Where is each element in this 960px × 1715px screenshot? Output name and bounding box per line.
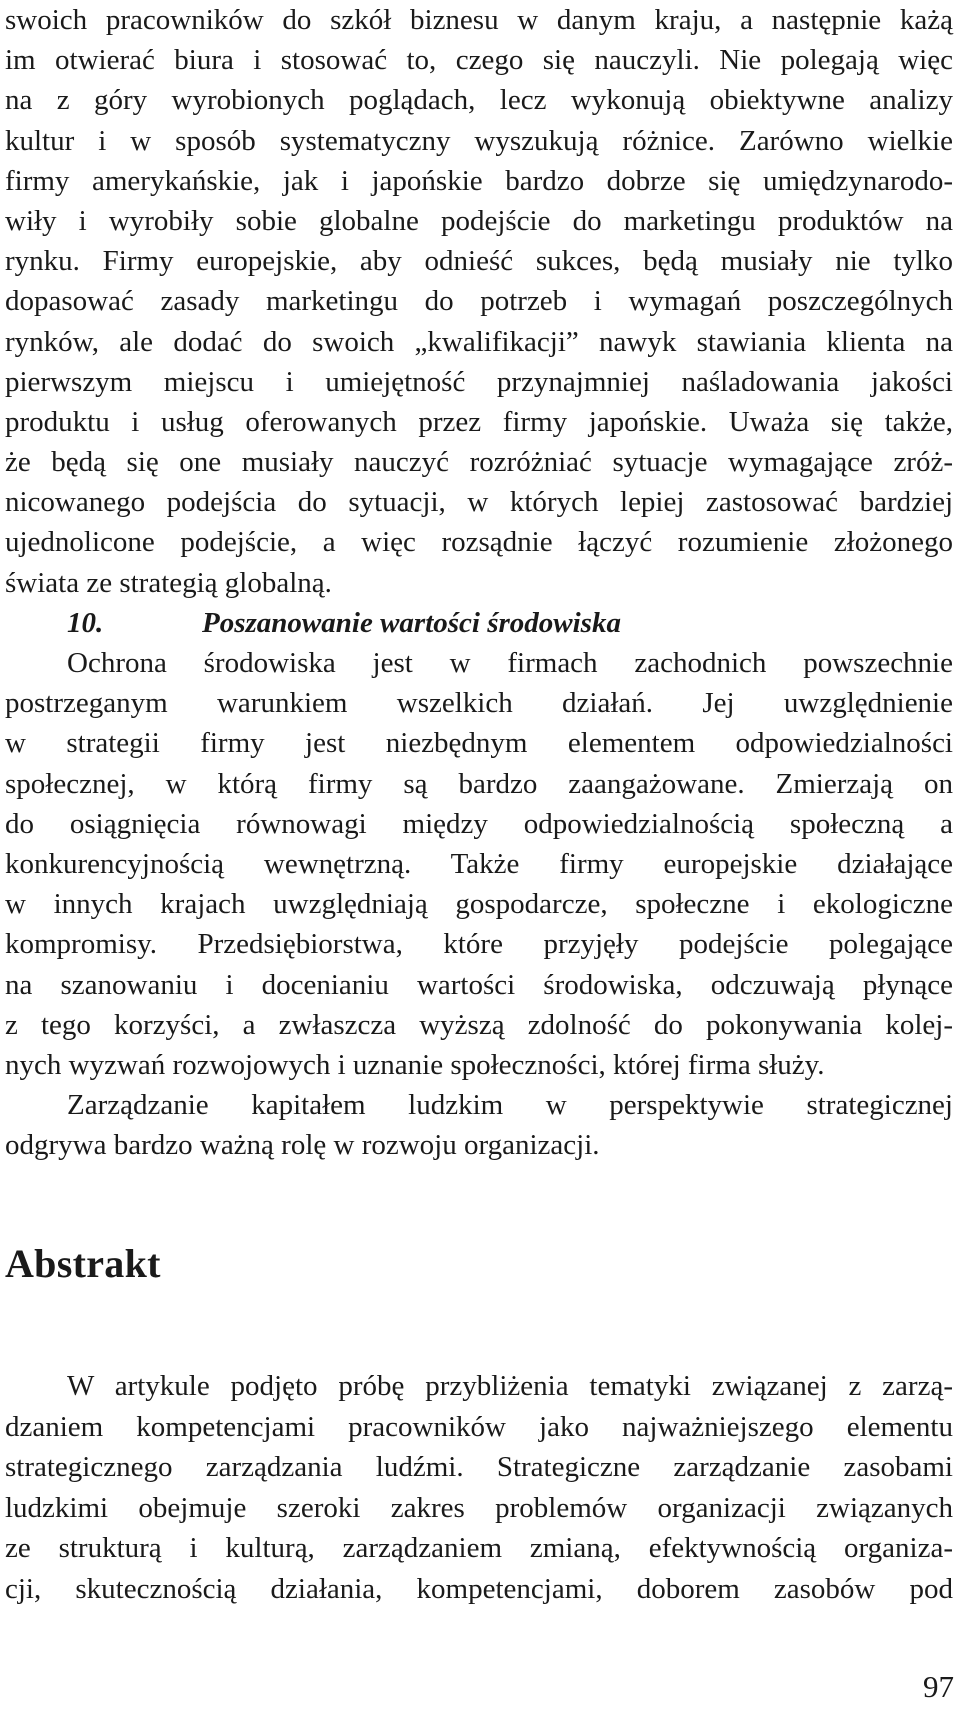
text-line: im otwierać biura i stosować to, czego się nauczyli. Nie polegają więc: [5, 44, 953, 77]
text-line: dopasować zasady marketingu do potrzeb i wymagań poszczególnych: [5, 285, 953, 318]
text-line: ze strukturą i kulturą, zarządzaniem zmianą, efektywnością organiza-: [5, 1532, 953, 1564]
page-number: 97: [923, 1669, 954, 1704]
text-line: rynków, ale dodać do swoich „kwalifikacji” nawyk stawiania klienta na: [5, 325, 953, 358]
section-heading: [5, 603, 953, 643]
text-line: na szanowaniu i docenianiu wartości środowiska, odczuwają płynące: [5, 968, 953, 1001]
text-line: konkurencyjnością wewnętrzną. Także firmy europejskie działające: [5, 847, 953, 880]
text-line: odgrywa bardzo ważną rolę w rozwoju organizacji.: [5, 1129, 600, 1162]
paragraph-3: [5, 1085, 953, 1165]
text-line: z tego korzyści, a zwłaszcza wyższą zdolność do pokonywania kolej-: [5, 1008, 953, 1041]
text-line: na z góry wyrobionych poglądach, lecz wykonują obiektywne analizy: [5, 84, 953, 117]
text-line: firmy amerykańskie, jak i japońskie bardzo dobrze się umiędzynarodo-: [5, 164, 953, 197]
text-line: świata ze strategią globalną.: [5, 566, 332, 599]
text-line: produktu i usług oferowanych przez firmy japońskie. Uważa się także,: [5, 405, 953, 438]
text-line: postrzeganym warunkiem wszelkich działań. Jej uwzględnienie: [5, 687, 953, 720]
abstract-heading: Abstrakt: [5, 1241, 161, 1286]
text-line: swoich pracowników do szkół biznesu w danym kraju, a następnie każą: [5, 4, 953, 36]
text-line: W artykule podjęto próbę przybliżenia tematyki związanej z zarzą-: [67, 1370, 953, 1402]
text-line: cji, skutecznością działania, kompetencjami, doborem zasobów pod: [5, 1572, 953, 1605]
text-line: rynku. Firmy europejskie, aby odnieść sukces, będą musiały nie tylko: [5, 245, 953, 278]
text-line: do osiągnięcia równowagi między odpowiedzialnością społeczną a: [5, 807, 953, 840]
section-title: Poszanowanie wartości środowiska: [202, 606, 621, 639]
text-line: że będą się one musiały nauczyć rozróżniać sytuacje wymagające zróż-: [5, 446, 953, 479]
page-body: [5, 0, 953, 1165]
text-line: Ochrona środowiska jest w firmach zachodnich powszechnie: [67, 647, 953, 679]
text-line: w strategii firmy jest niezbędnym elementem odpowiedzialności: [5, 727, 953, 760]
text-line: dzaniem kompetencjami pracowników jako najważniejszego elementu: [5, 1410, 953, 1443]
text-line: strategicznego zarządzania ludźmi. Strategiczne zarządzanie zasobami: [5, 1451, 953, 1483]
text-line: wiły i wyrobiły sobie globalne podejście do marketingu produktów na: [5, 204, 953, 237]
paragraph-1: [5, 0, 953, 603]
abstract-paragraph: [5, 1366, 953, 1609]
text-line: Zarządzanie kapitałem ludzkim w perspektywie strategicznej: [67, 1089, 953, 1122]
text-line: w innych krajach uwzględniają gospodarcze, społeczne i ekologiczne: [5, 888, 953, 921]
text-line: społecznej, w którą firmy są bardzo zaangażowane. Zmierzają on: [5, 767, 953, 800]
text-line: ludzkimi obejmuje szeroki zakres problemów organizacji związanych: [5, 1491, 953, 1524]
paragraph-2: [5, 643, 953, 1085]
text-line: nych wyzwań rozwojowych i uznanie społeczności, której firma służy.: [5, 1048, 825, 1081]
section-number: 10.: [67, 606, 104, 639]
text-line: ujednolicone podejście, a więc rozsądnie łączyć rozumienie złożonego: [5, 526, 953, 559]
text-line: pierwszym miejscu i umiejętność przynajmniej naśladowania jakości: [5, 365, 953, 398]
text-line: kultur i w sposób systematyczny wyszukują różnice. Zarówno wielkie: [5, 124, 953, 157]
text-line: nicowanego podejścia do sytuacji, w których lepiej zastosować bardziej: [5, 486, 953, 519]
text-line: kompromisy. Przedsiębiorstwa, które przyjęły podejście polegające: [5, 928, 953, 961]
